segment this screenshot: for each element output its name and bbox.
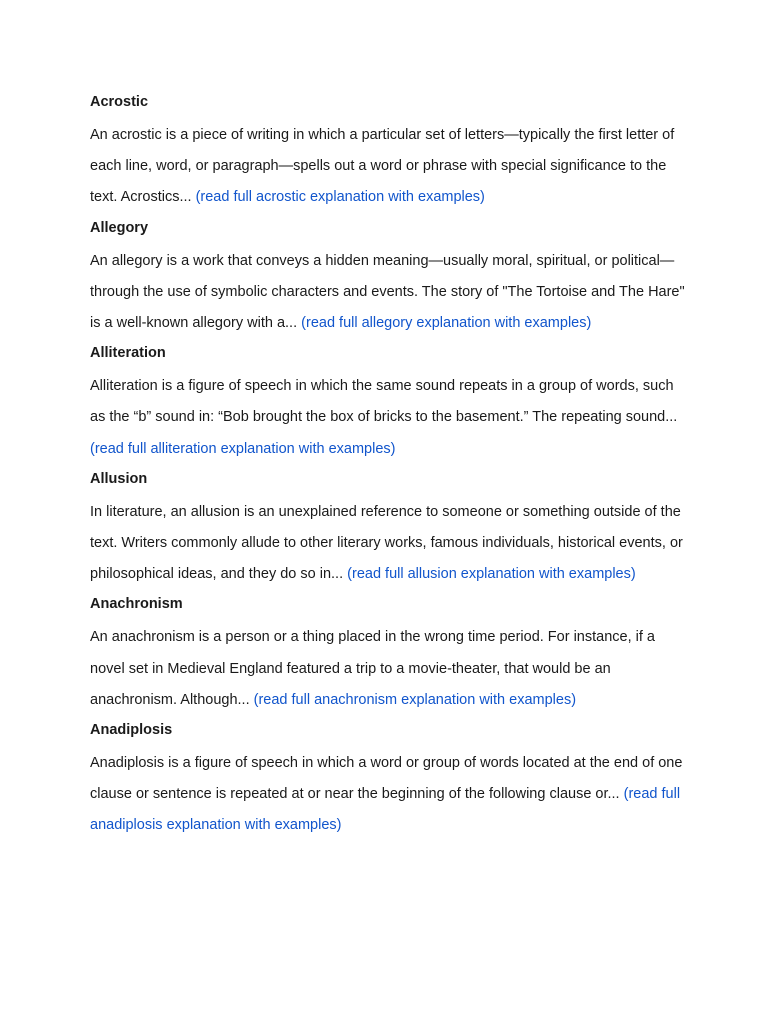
term-description: [90, 748, 690, 842]
description-text: An allegory is a work that conveys a hidden meaning—usually moral, spiritual, or political—through the use of symbolic characters and events. The story of "The Tortoise and The Hare" is a well-known allegory with a...: [90, 252, 685, 332]
term-heading: Alliteration: [90, 345, 166, 362]
term-description: [90, 120, 690, 214]
term-heading: Allusion: [90, 470, 148, 487]
term-heading: Anachronism: [90, 596, 183, 613]
description-text: Alliteration is a figure of speech in which the same sound repeats in a group of words, such as the “b” sound in: “Bob brought the box of bricks to the basement.” The repeating sound...: [90, 378, 678, 426]
term-description: [90, 497, 690, 591]
read-more-link-allegory[interactable]: (read full allegory explanation with examples): [301, 315, 592, 332]
description-text: Anadiplosis is a figure of speech in which a word or group of words located at the end of one clause or sentence is repeated at or near the beginning of the following clause or...: [90, 755, 683, 803]
term-heading: Anadiplosis: [90, 722, 173, 739]
glossary-entry-anachronism: [90, 590, 690, 716]
glossary-entry-anadiplosis: [90, 716, 690, 842]
term-description: [90, 371, 690, 465]
glossary-entry-allusion: [90, 465, 690, 591]
glossary-page: [90, 88, 690, 842]
read-more-link-acrostic[interactable]: (read full acrostic explanation with examples): [195, 189, 485, 206]
description-text: In literature, an allusion is an unexplained reference to someone or something outside of the text. Writers commonly allude to other literary works, famous individuals, historical events, or philosophical ideas, and they do so in...: [90, 503, 683, 583]
term-heading: Acrostic: [90, 94, 149, 110]
glossary-entry-allegory: [90, 214, 690, 340]
read-more-link-alliteration[interactable]: (read full alliteration explanation with examples): [90, 440, 396, 457]
read-more-link-allusion[interactable]: (read full allusion explanation with examples): [347, 566, 636, 583]
term-description: [90, 246, 690, 340]
term-description: [90, 622, 690, 716]
glossary-entry-acrostic: [90, 88, 690, 214]
glossary-entry-alliteration: [90, 339, 690, 465]
read-more-link-anadiplosis[interactable]: (read full anadiplosis explanation with examples): [90, 786, 681, 834]
description-text: An acrostic is a piece of writing in which a particular set of letters—typically the first letter of each line, word, or paragraph—spells out a word or phrase with special significance to the text. Acrostics...: [90, 127, 675, 206]
read-more-link-anachronism[interactable]: (read full anachronism explanation with examples): [253, 691, 577, 708]
description-text: An anachronism is a person or a thing placed in the wrong time period. For instance, if a novel set in Medieval England featured a trip to a movie-theater, that would be an anachronism. Although...: [90, 629, 655, 708]
term-heading: Allegory: [90, 219, 149, 236]
